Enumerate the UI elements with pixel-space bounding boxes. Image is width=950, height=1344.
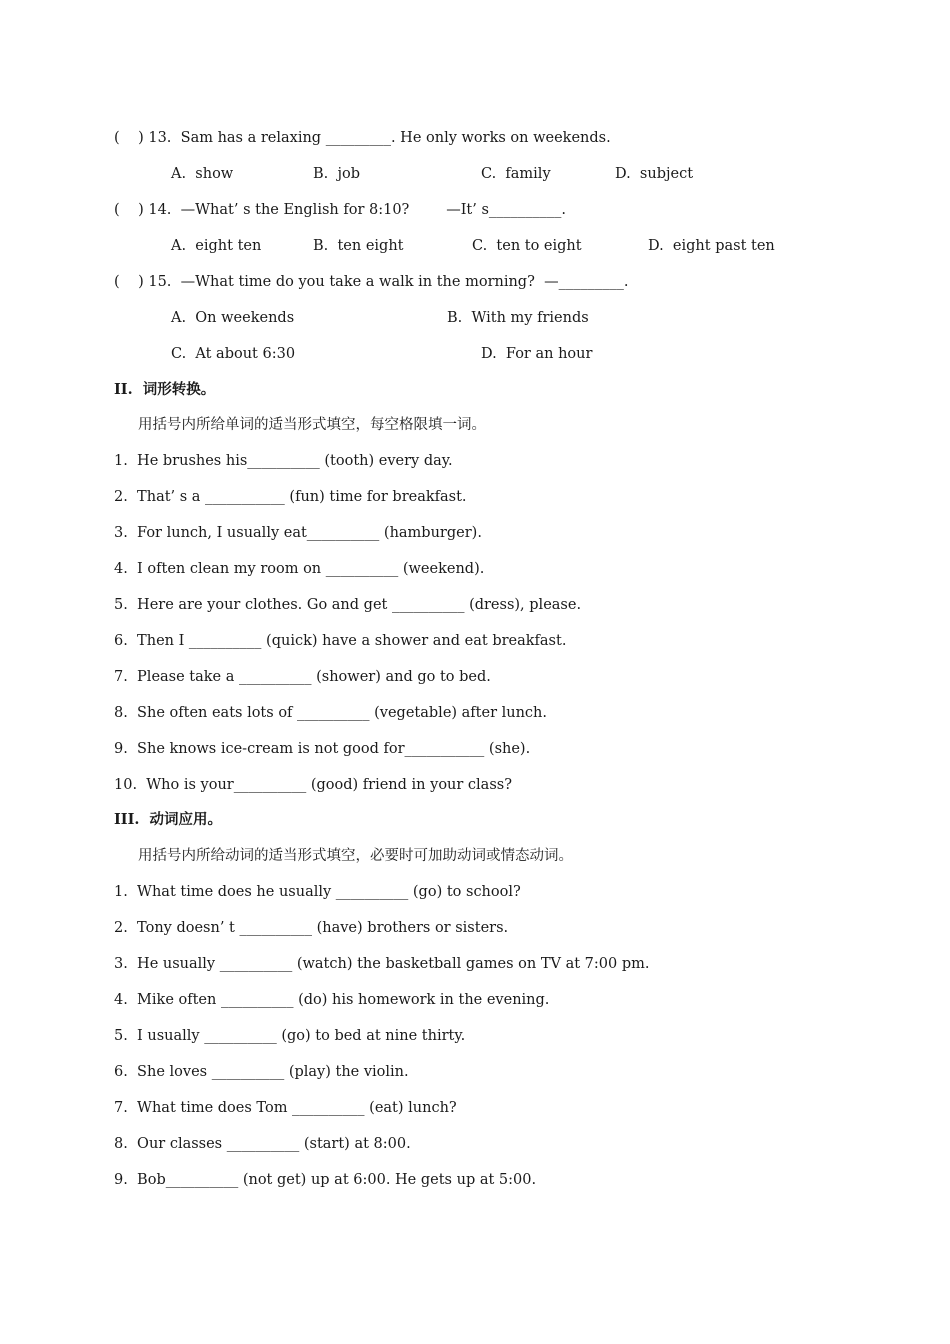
- section-3-heading: III. 动词应用。: [114, 811, 222, 828]
- section-2-item-2: 2. That’ s a ___________ (fun) time for breakfast.: [114, 489, 467, 505]
- question-14-option-b: B. ten eight: [313, 238, 404, 254]
- section-2-item-3: 3. For lunch, I usually eat__________ (hamburger).: [114, 525, 482, 541]
- question-14-option-c: C. ten to eight: [472, 238, 582, 254]
- section-3-item-4: 4. Mike often __________ (do) his homework in the evening.: [114, 992, 550, 1008]
- question-13-stem: ( ) 13. Sam has a relaxing _________. He only works on weekends.: [114, 130, 611, 146]
- section-2-item-10: 10. Who is your__________ (good) friend in your class?: [114, 777, 512, 793]
- section-3-instruction: 用括号内所给动词的适当形式填空，必要时可加助动词或情态动词。: [138, 848, 573, 864]
- question-14-option-a: A. eight ten: [171, 238, 262, 254]
- question-15-option-d: D. For an hour: [481, 346, 593, 362]
- section-3-item-6: 6. She loves __________ (play) the violin.: [114, 1064, 409, 1080]
- section-3-item-3: 3. He usually __________ (watch) the basketball games on TV at 7:00 pm.: [114, 956, 650, 972]
- section-2-item-8: 8. She often eats lots of __________ (vegetable) after lunch.: [114, 705, 548, 721]
- section-3-item-5: 5. I usually __________ (go) to bed at nine thirty.: [114, 1028, 466, 1044]
- question-13-option-c: C. family: [481, 166, 551, 182]
- question-13-option-d: D. subject: [615, 166, 694, 182]
- section-2-item-1: 1. He brushes his__________ (tooth) every day.: [114, 453, 453, 469]
- section-3-item-2: 2. Tony doesn’ t __________ (have) brothers or sisters.: [114, 920, 509, 936]
- question-13-option-b: B. job: [313, 166, 360, 182]
- question-15-stem: ( ) 15. —What time do you take a walk in the morning? —_________.: [114, 274, 629, 290]
- section-2-item-4: 4. I often clean my room on __________ (weekend).: [114, 561, 485, 577]
- question-13-option-a: A. show: [171, 166, 234, 182]
- section-3-item-1: 1. What time does he usually __________ (go) to school?: [114, 884, 521, 900]
- section-2-item-7: 7. Please take a __________ (shower) and go to bed.: [114, 669, 491, 685]
- question-15-option-a: A. On weekends: [171, 310, 295, 326]
- section-3-item-9: 9. Bob__________ (not get) up at 6:00. He gets up at 5:00.: [114, 1172, 537, 1188]
- section-2-item-5: 5. Here are your clothes. Go and get __________ (dress), please.: [114, 597, 582, 613]
- question-14-option-d: D. eight past ten: [648, 238, 775, 254]
- section-3-item-8: 8. Our classes __________ (start) at 8:00.: [114, 1136, 411, 1152]
- section-2-item-9: 9. She knows ice-cream is not good for___________ (she).: [114, 741, 531, 757]
- question-15-option-b: B. With my friends: [447, 310, 589, 326]
- question-14-stem: ( ) 14. —What’ s the English for 8:10? —It’ s__________.: [114, 202, 567, 218]
- section-3-item-7: 7. What time does Tom __________ (eat) lunch?: [114, 1100, 457, 1116]
- section-2-item-6: 6. Then I __________ (quick) have a shower and eat breakfast.: [114, 633, 567, 649]
- section-2-heading: II. 词形转换。: [114, 381, 216, 398]
- question-15-option-c: C. At about 6:30: [171, 346, 296, 362]
- section-2-instruction: 用括号内所给单词的适当形式填空，每空格限填一词。: [138, 417, 486, 433]
